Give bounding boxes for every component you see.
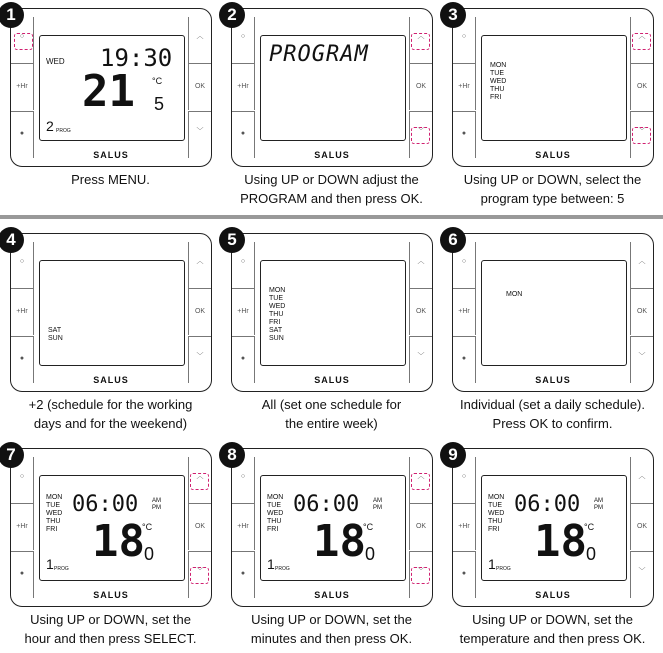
thermostat-device xyxy=(452,8,654,167)
hr-button[interactable]: +Hr xyxy=(232,64,255,110)
down-button[interactable]: ﹀ xyxy=(188,111,211,158)
up-button[interactable]: ︿ xyxy=(188,457,211,504)
temp-decimal: 0 xyxy=(144,544,155,564)
step-badge: 4 xyxy=(0,227,24,253)
up-button[interactable]: ︿ xyxy=(630,457,653,504)
ok-button[interactable]: OK xyxy=(409,504,432,550)
menu-button[interactable]: ○ xyxy=(11,17,34,64)
highlight-up xyxy=(632,33,651,50)
ok-button[interactable]: OK xyxy=(188,504,211,550)
program-label: PROGRAM xyxy=(269,42,369,67)
am-pm: AM PM xyxy=(594,498,603,511)
temp-display: 18 xyxy=(313,516,366,567)
temp-display: 18 xyxy=(534,516,587,567)
hr-button[interactable]: +Hr xyxy=(232,289,255,335)
highlight-up xyxy=(411,33,430,50)
ok-button[interactable]: OK xyxy=(188,289,211,335)
hr-button[interactable]: +Hr xyxy=(453,289,476,335)
up-button[interactable]: ︿ xyxy=(409,242,432,289)
brand-logo: SALUS xyxy=(314,375,350,385)
power-button[interactable]: ● xyxy=(232,111,255,158)
menu-button[interactable]: ○ xyxy=(11,457,34,504)
ok-button[interactable]: OK xyxy=(630,64,653,110)
day-list: MON TUE WED THU FRI xyxy=(490,62,507,101)
down-button[interactable]: ﹀ xyxy=(409,551,432,598)
lcd-screen xyxy=(481,35,627,141)
ok-button[interactable]: OK xyxy=(630,504,653,550)
brand-logo: SALUS xyxy=(93,150,129,160)
highlight-up xyxy=(190,473,209,490)
down-button[interactable]: ﹀ xyxy=(188,336,211,383)
up-button[interactable]: ︿ xyxy=(188,242,211,289)
lcd-screen xyxy=(481,475,627,581)
power-button[interactable]: ● xyxy=(453,336,476,383)
caption: +2 (schedule for the working days and for the weekend) xyxy=(28,397,193,431)
step-badge: 8 xyxy=(219,442,245,468)
time-display: 06:00 xyxy=(72,492,139,517)
caption: Using UP or DOWN, set the hour and then press SELECT. xyxy=(24,612,197,646)
thermostat-device xyxy=(231,8,433,167)
power-button[interactable]: ● xyxy=(453,551,476,598)
time-display: 19:30 xyxy=(100,44,173,72)
day-list: SAT SUN xyxy=(48,327,63,342)
thermostat-device xyxy=(452,448,654,607)
prog-number: 1 xyxy=(46,556,54,572)
step-badge: 7 xyxy=(0,442,24,468)
temp-unit: °C xyxy=(584,522,595,532)
highlight-menu xyxy=(14,33,33,50)
caption: Using UP or DOWN, select the program type between: 5 xyxy=(463,172,642,206)
step-badge: 2 xyxy=(219,2,245,28)
ok-button[interactable]: OK xyxy=(630,289,653,335)
hr-button[interactable]: +Hr xyxy=(453,504,476,550)
power-button[interactable]: ● xyxy=(232,551,255,598)
prog-label: PROG xyxy=(54,566,69,572)
up-button[interactable]: ︿ xyxy=(409,17,432,64)
brand-logo: SALUS xyxy=(93,375,129,385)
menu-button[interactable]: ○ xyxy=(232,457,255,504)
menu-button[interactable]: ○ xyxy=(453,457,476,504)
day-list: MON TUE WED THU FRI xyxy=(488,494,505,533)
highlight-down xyxy=(190,567,209,584)
temp-unit: °C xyxy=(363,522,374,532)
brand-logo: SALUS xyxy=(535,375,571,385)
highlight-down xyxy=(632,127,651,144)
brand-logo: SALUS xyxy=(535,590,571,600)
step-badge: 3 xyxy=(440,2,466,28)
highlight-up xyxy=(411,473,430,490)
thermostat-device xyxy=(10,233,212,392)
day-list: MON xyxy=(506,291,523,298)
power-button[interactable]: ● xyxy=(232,336,255,383)
day-label: WED xyxy=(46,57,65,66)
step-badge: 9 xyxy=(440,442,466,468)
up-button[interactable]: ︿ xyxy=(409,457,432,504)
highlight-down xyxy=(411,127,430,144)
menu-button[interactable]: ○ xyxy=(11,242,34,289)
lcd-screen xyxy=(481,260,627,366)
step-badge: 1 xyxy=(0,2,24,28)
hr-button[interactable]: +Hr xyxy=(232,504,255,550)
menu-button[interactable]: ○ xyxy=(232,17,255,64)
time-display: 06:00 xyxy=(293,492,360,517)
prog-number: 1 xyxy=(267,556,275,572)
ok-button[interactable]: OK xyxy=(188,64,211,110)
time-display: 06:00 xyxy=(514,492,581,517)
temp-decimal: 0 xyxy=(365,544,376,564)
down-button[interactable]: ﹀ xyxy=(630,551,653,598)
temp-unit: °C xyxy=(152,76,163,86)
caption: Press MENU. xyxy=(71,172,150,187)
menu-button[interactable]: ○ xyxy=(232,242,255,289)
prog-label: PROG xyxy=(275,566,290,572)
down-button[interactable]: ﹀ xyxy=(630,336,653,383)
ok-button[interactable]: OK xyxy=(409,289,432,335)
temp-decimal: 5 xyxy=(154,94,165,114)
temp-unit: °C xyxy=(142,522,153,532)
prog-number: 2 xyxy=(46,118,54,134)
brand-logo: SALUS xyxy=(535,150,571,160)
day-list: MON TUE WED THU FRI xyxy=(46,494,63,533)
caption: All (set one schedule for the entire week) xyxy=(261,397,402,431)
am-pm: AM PM xyxy=(373,498,382,511)
caption: Using UP or DOWN, set the temperature and then press OK. xyxy=(459,612,646,646)
power-button[interactable]: ● xyxy=(11,551,34,598)
caption: Using UP or DOWN, set the minutes and then press OK. xyxy=(250,612,413,646)
temp-display: 18 xyxy=(92,516,145,567)
hr-button[interactable]: +Hr xyxy=(11,64,34,110)
down-button[interactable]: ﹀ xyxy=(409,336,432,383)
lcd-screen xyxy=(39,35,185,141)
temp-display: 21 xyxy=(82,66,135,117)
hr-button[interactable]: +Hr xyxy=(11,289,34,335)
lcd-screen xyxy=(260,35,406,141)
thermostat-device xyxy=(10,448,212,607)
prog-label: PROG xyxy=(56,128,71,134)
down-button[interactable]: ﹀ xyxy=(409,111,432,158)
am-pm: AM PM xyxy=(152,498,161,511)
prog-number: 1 xyxy=(488,556,496,572)
lcd-screen xyxy=(260,475,406,581)
menu-button[interactable]: ○ xyxy=(453,17,476,64)
up-button[interactable]: ︿ xyxy=(188,17,211,64)
prog-label: PROG xyxy=(496,566,511,572)
temp-decimal: 0 xyxy=(586,544,597,564)
lcd-screen xyxy=(39,475,185,581)
lcd-screen xyxy=(39,260,185,366)
brand-logo: SALUS xyxy=(314,590,350,600)
step-badge: 5 xyxy=(219,227,245,253)
menu-button[interactable]: ○ xyxy=(453,242,476,289)
ok-button[interactable]: OK xyxy=(409,64,432,110)
thermostat-device xyxy=(231,233,433,392)
caption: Using UP or DOWN adjust the PROGRAM and then press OK. xyxy=(240,172,423,206)
down-button[interactable]: ﹀ xyxy=(630,111,653,158)
step-badge: 6 xyxy=(440,227,466,253)
thermostat-device xyxy=(452,233,654,392)
lcd-screen xyxy=(260,260,406,366)
hr-button[interactable]: +Hr xyxy=(11,504,34,550)
up-button[interactable]: ︿ xyxy=(630,17,653,64)
down-button[interactable]: ﹀ xyxy=(188,551,211,598)
brand-logo: SALUS xyxy=(93,590,129,600)
power-button[interactable]: ● xyxy=(453,111,476,158)
highlight-down xyxy=(411,567,430,584)
power-button[interactable]: ● xyxy=(11,111,34,158)
caption: Individual (set a daily schedule). Press OK to confirm. xyxy=(460,397,645,431)
row-divider xyxy=(0,215,663,219)
power-button[interactable]: ● xyxy=(11,336,34,383)
thermostat-device xyxy=(10,8,212,167)
day-list: MON TUE WED THU FRI SAT SUN xyxy=(269,287,286,342)
up-button[interactable]: ︿ xyxy=(630,242,653,289)
day-list: MON TUE WED THU FRI xyxy=(267,494,284,533)
thermostat-device xyxy=(231,448,433,607)
hr-button[interactable]: +Hr xyxy=(453,64,476,110)
brand-logo: SALUS xyxy=(314,150,350,160)
